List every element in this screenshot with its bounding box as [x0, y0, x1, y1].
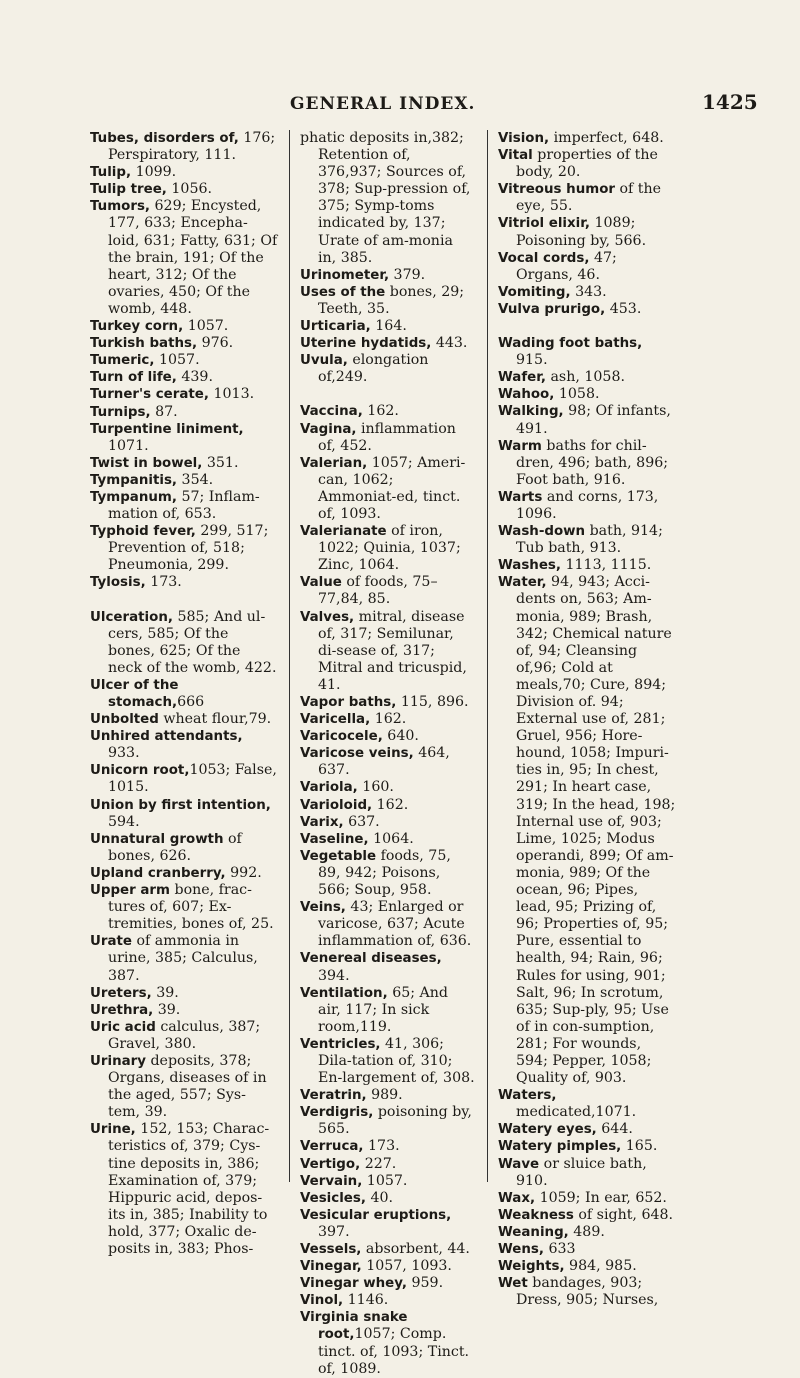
index-entry: [300, 1207, 475, 1241]
entry-heading: Uterine hydatids,: [300, 336, 432, 352]
entry-references: foods, 75, 89, 942; Poisons, 566; Soup, 958.: [318, 847, 451, 899]
entry-heading: Wet: [498, 1276, 528, 1292]
entry-heading: Turner's cerate,: [90, 387, 209, 403]
index-entry: [300, 950, 475, 984]
index-entry: [300, 728, 475, 745]
entry-references: 1058.: [554, 386, 600, 403]
entry-references: 1146.: [343, 1292, 389, 1309]
entry-heading: Waters,: [498, 1088, 557, 1104]
index-entry: [300, 1104, 475, 1138]
entry-heading: Veins,: [300, 900, 346, 916]
index-entry: [300, 831, 475, 848]
entry-heading: Weaning,: [498, 1224, 569, 1240]
entry-heading: Value: [300, 575, 342, 591]
index-entry: [90, 130, 278, 164]
running-title: GENERAL INDEX.: [290, 94, 476, 114]
entry-references: 443.: [431, 335, 468, 352]
entry-heading: Vessels,: [300, 1242, 362, 1257]
entry-references: 164.: [370, 318, 407, 335]
index-entry: [90, 574, 278, 591]
index-entry: [498, 1275, 676, 1309]
entry-references: 1053; False, 1015.: [108, 762, 277, 796]
entry-references: 57; Inflam-mation of, 653.: [108, 488, 260, 523]
entry-references: 394.: [318, 967, 350, 984]
entry-references: 989.: [366, 1087, 403, 1104]
entry-references: baths for chil-dren, 496; bath, 896; Foot bath, 916.: [516, 437, 669, 488]
entry-heading: Variola,: [300, 780, 358, 796]
index-entry: [90, 164, 278, 181]
entry-references: 115, 896.: [396, 694, 469, 710]
entry-heading: Wafer,: [498, 370, 546, 386]
entry-heading: Typhoid fever,: [90, 524, 196, 540]
index-entry: [90, 386, 278, 403]
index-entry: [90, 985, 278, 1002]
entry-references: properties of the body, 20.: [516, 147, 658, 181]
entry-heading: Vesicles,: [300, 1190, 366, 1206]
entry-heading: Urinary: [90, 1053, 146, 1069]
index-entry: [498, 403, 676, 437]
entry-heading: Varicocele,: [300, 729, 383, 745]
entry-references: 1064.: [368, 830, 414, 847]
entry-references: of foods, 75–77,84, 85.: [318, 574, 438, 608]
entry-references: calculus, 387; Gravel, 380.: [108, 1018, 261, 1052]
entry-heading: Turpentine liniment,: [90, 421, 244, 437]
entry-heading: Vulva prurigo,: [498, 301, 606, 317]
entry-heading: Tympanum,: [90, 489, 177, 505]
index-entry: [300, 130, 475, 267]
entry-references: 976.: [197, 335, 234, 352]
entry-references: 351.: [202, 454, 239, 471]
entry-references: 162.: [372, 796, 409, 813]
entry-references: 87.: [150, 403, 178, 420]
entry-references: 41, 306; Dila-tation of, 310; En-largement of, 308.: [318, 1035, 475, 1087]
entry-heading: Uses of the: [300, 284, 386, 300]
index-entry: [90, 728, 278, 762]
index-entry: [300, 1036, 475, 1087]
index-entry: [90, 797, 278, 831]
entry-references: 379.: [389, 266, 426, 283]
entry-heading: Varioloid,: [300, 797, 373, 813]
index-entry: [498, 1138, 676, 1155]
index-entry: [300, 574, 475, 608]
entry-references: 397.: [318, 1223, 350, 1240]
index-entry: [498, 1121, 676, 1138]
page-number: 1425: [702, 90, 758, 114]
index-entry: [90, 1053, 278, 1121]
entry-heading: Veratrin,: [300, 1088, 367, 1104]
entry-references: poisoning by, 565.: [318, 1104, 472, 1138]
entry-heading: Watery eyes,: [498, 1122, 597, 1138]
entry-heading: Verdigris,: [300, 1105, 374, 1121]
entry-references: 439.: [176, 369, 213, 386]
entry-references: 43; Enlarged or varicose, 637; Acute inflammation of, 636.: [318, 899, 472, 950]
index-entry: [300, 352, 475, 386]
entry-references: 165.: [621, 1138, 658, 1155]
entry-references: of sight, 648.: [573, 1206, 674, 1223]
entry-heading: Vinegar,: [300, 1259, 362, 1275]
entry-heading: Upland cranberry,: [90, 865, 226, 881]
index-entry: [300, 1138, 475, 1155]
entry-heading: Tumors,: [90, 199, 151, 215]
index-entry: [90, 1002, 278, 1019]
entry-heading: Warm: [498, 438, 542, 454]
index-entry: [498, 523, 676, 557]
entry-heading: Valves,: [300, 609, 355, 625]
entry-heading: Watery pimples,: [498, 1139, 622, 1155]
entry-references: of iron, 1022; Quinia, 1037; Zinc, 1064.: [318, 523, 461, 574]
index-entry: [90, 455, 278, 472]
entry-references: 959.: [406, 1275, 444, 1292]
entry-heading: Wax,: [498, 1190, 536, 1206]
entry-heading: Unhired attendants,: [90, 729, 243, 745]
entry-references: 933.: [108, 745, 140, 762]
index-entry: [498, 557, 676, 574]
entry-references: 666: [177, 694, 205, 710]
index-entry: [90, 865, 278, 882]
entry-references: 343.: [570, 283, 607, 300]
entry-references: phatic deposits in,382; Retention of, 376,937; Sources of, 378; Sup-pression of, 375; Symp-toms indicated by, 137; Urate of am-monia in, 385.: [300, 130, 471, 266]
entry-references: of the eye, 55.: [516, 181, 662, 215]
index-entry: [498, 181, 676, 215]
index-entry: [498, 1087, 676, 1121]
index-entry: [300, 1309, 475, 1377]
index-entry: [498, 284, 676, 301]
index-entry: [300, 1173, 475, 1190]
entry-heading: Wash-down: [498, 524, 586, 540]
entry-references: 173.: [145, 574, 182, 591]
index-column-3: [498, 130, 676, 1309]
index-entry: [498, 130, 676, 147]
entry-references: 152, 153; Charac-teristics of, 379; Cys-tine deposits in, 386; Examination of, 379; Hippuric acid, depos-its in, 385; Inability to hold, 377; Oxalic de-posits in, 383; Phos-: [108, 1121, 270, 1257]
index-entry: [90, 933, 278, 984]
entry-references: 585; And ul-cers, 585; Of the bones, 625; Of the neck of the womb, 422.: [108, 608, 277, 676]
entry-heading: Walking,: [498, 404, 564, 420]
entry-references: bath, 914; Tub bath, 913.: [516, 523, 663, 557]
index-entry: [498, 1156, 676, 1190]
entry-heading: Tumeric,: [90, 353, 155, 369]
index-entry: [90, 831, 278, 865]
entry-references: medicated,1071.: [516, 1104, 637, 1121]
entry-heading: Vinol,: [300, 1293, 344, 1309]
entry-references: bones, 29; Teeth, 35.: [318, 283, 465, 317]
entry-heading: Ulceration,: [90, 609, 173, 625]
entry-references: 160.: [357, 779, 394, 796]
entry-references: 354.: [177, 471, 214, 488]
entry-references: mitral, disease of, 317; Semilunar, di-sease of, 317; Mitral and tricuspid, 41.: [318, 608, 467, 693]
index-entry: [300, 1258, 475, 1275]
entry-references: of bones, 626.: [108, 830, 242, 864]
entry-heading: Weakness: [498, 1207, 574, 1223]
index-entry: [498, 369, 676, 386]
index-entry: [498, 1224, 676, 1241]
index-entry: [90, 181, 278, 198]
entry-references: 94, 943; Acci-dents on, 563; Am-monia, 989; Brash, 342; Chemical nature of, 94; Cleansing of,96; Cold at meals,70; Cure, 894; Division of. 94; External use of, 281; Gruel, 956; Hore-hound, 1058; Impuri-ties in, 95; In chest, 291; In heart case, 319; In the head, 198; Internal use of, 903; Lime, 1025; Modus operandi, 899; Of am-monia, 989; Of the ocean, 96; Pipes, lead, 95; Prizing of, 96; Properties of, 95; Pure, essential to health, 94; Rain, 96; Rules for using, 901; Salt, 96; In scrotum, 635; Sup-ply, 95; Use of in con-sumption, 281; For wounds, 594; Pepper, 1058; Quality of, 903.: [516, 574, 676, 1087]
entry-heading: Vitriol elixir,: [498, 216, 590, 232]
entry-references: 633: [543, 1241, 576, 1257]
entry-heading: Virginia snake root,: [300, 1310, 408, 1343]
entry-references: 65; And air, 117; In sick room,119.: [318, 984, 449, 1035]
entry-references: or sluice bath, 910.: [516, 1155, 647, 1189]
entry-heading: Vapor baths,: [300, 695, 397, 710]
index-entry: [498, 1190, 676, 1207]
entry-references: 1057, 1093.: [361, 1258, 452, 1275]
entry-heading: Vocal cords,: [498, 250, 590, 266]
index-entry: [300, 1190, 475, 1207]
index-entry: [300, 745, 475, 779]
entry-heading: Valerianate: [300, 524, 387, 540]
index-entry: [498, 574, 676, 1087]
entry-references: ash, 1058.: [545, 369, 625, 386]
index-entry: [300, 1241, 475, 1258]
entry-heading: Vitreous humor: [498, 182, 615, 198]
entry-references: 1059; In ear, 652.: [535, 1189, 667, 1206]
entry-heading: Weights,: [498, 1259, 565, 1275]
entry-references: 1057; Comp. tinct. of, 1093; Tinct. of, 1089.: [318, 1326, 470, 1377]
entry-heading: Ventricles,: [300, 1036, 381, 1052]
entry-heading: Urinometer,: [300, 267, 390, 283]
entry-heading: Vertigo,: [300, 1156, 361, 1172]
entry-references: 915.: [516, 352, 548, 369]
entry-references: 489.: [568, 1223, 605, 1240]
index-column-1: [90, 130, 278, 1258]
entry-heading: Turnips,: [90, 404, 151, 420]
entry-references: 162.: [362, 403, 399, 420]
entry-heading: Urine,: [90, 1122, 136, 1138]
index-entry: [90, 1121, 278, 1258]
index-entry: [300, 1156, 475, 1173]
entry-heading: Urticaria,: [300, 319, 371, 335]
entry-heading: Unbolted: [90, 712, 159, 728]
entry-heading: Vaccina,: [300, 404, 363, 420]
entry-heading: Tubes, disorders of,: [90, 131, 239, 146]
index-entry: [300, 455, 475, 523]
index-entry: [300, 711, 475, 728]
entry-references: 1057; Ameri-can, 1062; Ammoniat-ed, tinct. of, 1093.: [318, 454, 466, 522]
index-entry: [300, 899, 475, 950]
entry-references: absorbent, 44.: [361, 1241, 470, 1257]
entry-heading: Vinegar whey,: [300, 1276, 407, 1292]
entry-heading: Varicose veins,: [300, 746, 414, 762]
entry-heading: Turn of life,: [90, 370, 177, 386]
index-entry: [90, 489, 278, 523]
entry-heading: Washes,: [498, 558, 561, 574]
index-entry: [90, 1019, 278, 1053]
entry-heading: Ventilation,: [300, 985, 388, 1001]
index-entry: [300, 848, 475, 899]
entry-heading: Ulcer of the stomach,: [90, 677, 179, 710]
index-entry: [498, 335, 676, 369]
entry-references: wheat flour,79.: [158, 711, 272, 728]
entry-heading: Vaseline,: [300, 831, 369, 847]
entry-heading: Tulip tree,: [90, 182, 167, 198]
entry-references: bandages, 903; Dress, 905; Nurses,: [516, 1275, 659, 1309]
entry-references: 47; Organs, 46.: [516, 249, 617, 283]
entry-references: 464, 637.: [318, 745, 450, 779]
index-entry: [498, 386, 676, 403]
index-entry: [90, 609, 278, 677]
entry-references: 1013.: [208, 386, 255, 403]
entry-heading: Union by first intention,: [90, 797, 271, 813]
index-entry: [90, 523, 278, 574]
entry-heading: Varicella,: [300, 712, 371, 728]
entry-references: 98; Of infants, 491.: [516, 403, 671, 437]
entry-heading: Tulip,: [90, 165, 132, 181]
index-entry: [90, 404, 278, 421]
entry-heading: Wading foot baths,: [498, 336, 643, 352]
index-entry: [300, 318, 475, 335]
index-entry: [300, 985, 475, 1036]
index-entry: [498, 489, 676, 523]
index-entry: [300, 267, 475, 284]
index-entry: [498, 250, 676, 284]
index-entry: [90, 421, 278, 455]
entry-references: 1057.: [362, 1172, 408, 1189]
index-entry: [498, 1258, 676, 1275]
entry-heading: Unnatural growth: [90, 831, 224, 847]
index-entry: [90, 882, 278, 933]
entry-heading: Twist in bowel,: [90, 455, 203, 471]
entry-references: of ammonia in urine, 385; Calculus, 387.: [108, 933, 258, 984]
index-entry: [90, 472, 278, 489]
entry-heading: Verruca,: [300, 1139, 364, 1155]
entry-heading: Urate: [90, 934, 132, 950]
entry-references: 162.: [370, 711, 407, 728]
entry-references: imperfect, 648.: [549, 130, 664, 146]
entry-heading: Valerian,: [300, 455, 368, 471]
entry-references: 1089; Poisoning by, 566.: [516, 215, 647, 249]
entry-references: 1057.: [154, 352, 200, 369]
entry-heading: Vomiting,: [498, 284, 571, 300]
entry-references: and corns, 173, 1096.: [516, 488, 659, 522]
index-entry: [498, 301, 676, 318]
entry-references: 644.: [596, 1121, 633, 1138]
entry-references: 299, 517; Prevention of, 518; Pneumonia, 299.: [108, 523, 269, 574]
entry-heading: Warts: [498, 489, 543, 505]
index-entry: [300, 1275, 475, 1292]
index-entry: [300, 284, 475, 318]
entry-references: 40.: [365, 1189, 394, 1206]
entry-heading: Turkish baths,: [90, 336, 198, 352]
entry-references: 1056.: [166, 181, 213, 198]
entry-references: 640.: [382, 728, 419, 745]
entry-references: 39.: [153, 1001, 181, 1018]
entry-references: 1071.: [108, 437, 149, 454]
entry-heading: Vegetable: [300, 848, 377, 864]
entry-heading: Tylosis,: [90, 575, 146, 591]
index-entry: [90, 711, 278, 728]
entry-references: 984, 985.: [564, 1258, 637, 1275]
entry-heading: Vervain,: [300, 1173, 363, 1189]
entry-references: 594.: [108, 813, 140, 830]
index-entry: [90, 352, 278, 369]
index-entry: [300, 1292, 475, 1309]
entry-heading: Water,: [498, 575, 547, 591]
index-entry: [498, 215, 676, 249]
index-column-2: [300, 130, 475, 1378]
entry-heading: Vital: [498, 148, 533, 164]
entry-references: 1057.: [183, 318, 229, 335]
entry-references: 637.: [343, 813, 380, 830]
entry-heading: Wahoo,: [498, 387, 555, 403]
index-entry: [90, 335, 278, 352]
entry-heading: Venereal diseases,: [300, 951, 442, 967]
entry-heading: Wens,: [498, 1242, 544, 1257]
index-entry: [90, 318, 278, 335]
entry-references: 992.: [225, 864, 262, 881]
entry-heading: Tympanitis,: [90, 472, 178, 488]
index-entry: [498, 1207, 676, 1224]
entry-heading: Vagina,: [300, 421, 357, 437]
index-entry: [90, 369, 278, 386]
column-rule: [487, 130, 488, 1182]
column-rule: [289, 130, 290, 1182]
index-entry: [90, 198, 278, 318]
entry-heading: Upper arm: [90, 883, 170, 899]
entry-heading: Uric acid: [90, 1019, 156, 1035]
index-entry: [300, 1087, 475, 1104]
index-entry: [498, 1241, 676, 1258]
index-entry: [300, 814, 475, 831]
entry-references: elongation of,249.: [318, 352, 429, 386]
entry-references: 39.: [151, 984, 179, 1001]
entry-references: 629; Encysted, 177, 633; Encepha-loid, 631; Fatty, 631; Of the brain, 191; Of the heart, 312; Of the ovaries, 450; Of the womb, 448.: [108, 198, 278, 317]
index-entry: [90, 762, 278, 796]
entry-references: inflammation of, 452.: [318, 420, 456, 454]
entry-references: 1099.: [131, 164, 177, 181]
entry-heading: Vision,: [498, 131, 550, 146]
index-entry: [300, 523, 475, 574]
entry-references: bone, frac-tures of, 607; Ex-tremities, bones of, 25.: [108, 882, 274, 933]
entry-heading: Urethra,: [90, 1002, 154, 1018]
index-entry: [300, 609, 475, 694]
index-entry: [300, 421, 475, 455]
entry-references: 227.: [360, 1155, 397, 1172]
entry-heading: Varix,: [300, 814, 344, 830]
index-entry: [498, 147, 676, 181]
entry-heading: Unicorn root,: [90, 763, 190, 779]
index-entry: [498, 438, 676, 489]
entry-references: deposits, 378; Organs, diseases of in the aged, 557; Sys-tem, 39.: [108, 1052, 267, 1121]
entry-references: 176; Perspiratory, 111.: [108, 130, 276, 164]
entry-references: 453.: [605, 300, 642, 317]
entry-references: 173.: [363, 1138, 400, 1155]
entry-heading: Uvula,: [300, 353, 348, 369]
index-entry: [300, 779, 475, 796]
index-entry: [300, 694, 475, 711]
index-entry: [90, 677, 278, 711]
entry-heading: Ureters,: [90, 985, 152, 1001]
entry-heading: Wave: [498, 1156, 540, 1172]
index-entry: [300, 403, 475, 420]
index-entry: [300, 335, 475, 352]
entry-heading: Vesicular eruptions,: [300, 1207, 452, 1223]
entry-references: 1113, 1115.: [560, 557, 652, 574]
entry-heading: Turkey corn,: [90, 319, 184, 335]
index-entry: [300, 797, 475, 814]
